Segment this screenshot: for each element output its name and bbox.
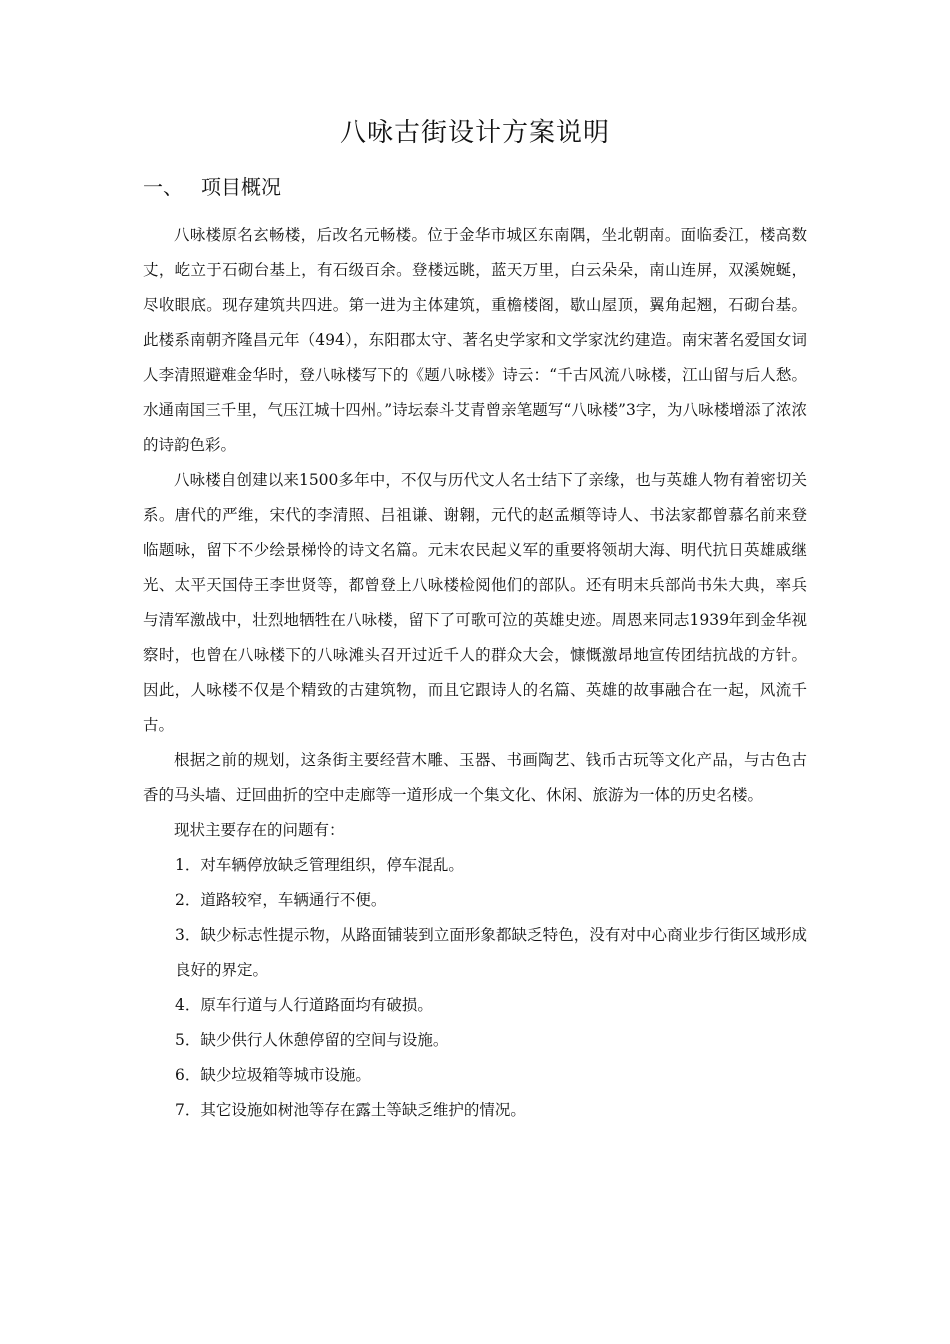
problem-item: 4．原车行道与人行道路面均有破损。 <box>175 996 433 1014</box>
problem-item: 7．其它设施如树池等存在露土等缺乏维护的情况。 <box>175 1101 526 1119</box>
paragraph: 八咏楼原名玄畅楼，后改名元畅楼。位于金华市城区东南隅，坐北朝南。面临委江，楼高数丈，屹立于石砌台基上，有石级百余。登楼远眺，蓝天万里，白云朵朵，南山连屏，双溪婉蜒，尽收眼底。现存建筑共四进。第一进为主体建筑，重檐楼阁，歇山屋顶，翼角起翘，石砌台基。此楼系南朝齐隆昌元年（494），东阳郡太守、著名史学家和文学家沈约建造。南宋著名爱国女词人李清照避难金华时，登八咏楼写下的《题八咏楼》诗云：“千古风流八咏楼，江山留与后人愁。水通南国三千里，气压江城十四州。”诗坛泰斗艾青曾亲笔题写“八咏楼”3字，为八咏楼增添了浓浓的诗韵色彩。 <box>143 226 807 454</box>
problem-item: 1．对车辆停放缺乏管理组织，停车混乱。 <box>175 856 464 874</box>
document-title: 八咏古街设计方案说明 <box>339 118 610 148</box>
problem-item: 3．缺少标志性提示物，从路面铺装到立面形象都缺乏特色，没有对中心商业步行街区域形成良好的界定。 <box>175 926 807 979</box>
body-text <box>143 218 807 1128</box>
section-title: 项目概况 <box>201 175 281 199</box>
paragraph: 八咏楼自创建以来1500多年中，不仅与历代文人名士结下了亲缘，也与英雄人物有着密切关系。唐代的严维，宋代的李清照、吕祖谦、谢翱，元代的赵孟頫等诗人、书法家都曾慕名前来登临题咏，留下不少绘景梯怜的诗文名篇。元末农民起义军的重要将领胡大海、明代抗日英雄戚继光、太平天国侍王李世贤等，都曾登上八咏楼检阅他们的部队。还有明末兵部尚书朱大典，率兵与清军激战中，壮烈地牺牲在八咏楼，留下了可歌可泣的英雄史迹。周恩来同志1939年到金华视察时，也曾在八咏楼下的八咏滩头召开过近千人的群众大会，慷慨激昂地宣传团结抗战的方针。因此，人咏楼不仅是个精致的古建筑物，而且它跟诗人的名篇、英雄的故事融合在一起，风流千古。 <box>143 471 807 734</box>
section-heading <box>143 171 281 200</box>
problems-list <box>143 848 807 1128</box>
problems-lead: 现状主要存在的问题有： <box>174 821 345 839</box>
paragraph: 根据之前的规划，这条街主要经营木雕、玉器、书画陶艺、钱币古玩等文化产品，与古色古香的马头墙、迂回曲折的空中走廊等一道形成一个集文化、休闲、旅游为一体的历史名楼。 <box>143 751 807 804</box>
problem-item: 2．道路较窄，车辆通行不便。 <box>175 891 387 909</box>
section-number: 一、 <box>143 175 183 199</box>
problem-item: 6．缺少垃圾箱等城市设施。 <box>175 1066 371 1084</box>
problem-item: 5．缺少供行人休憩停留的空间与设施。 <box>175 1031 449 1049</box>
